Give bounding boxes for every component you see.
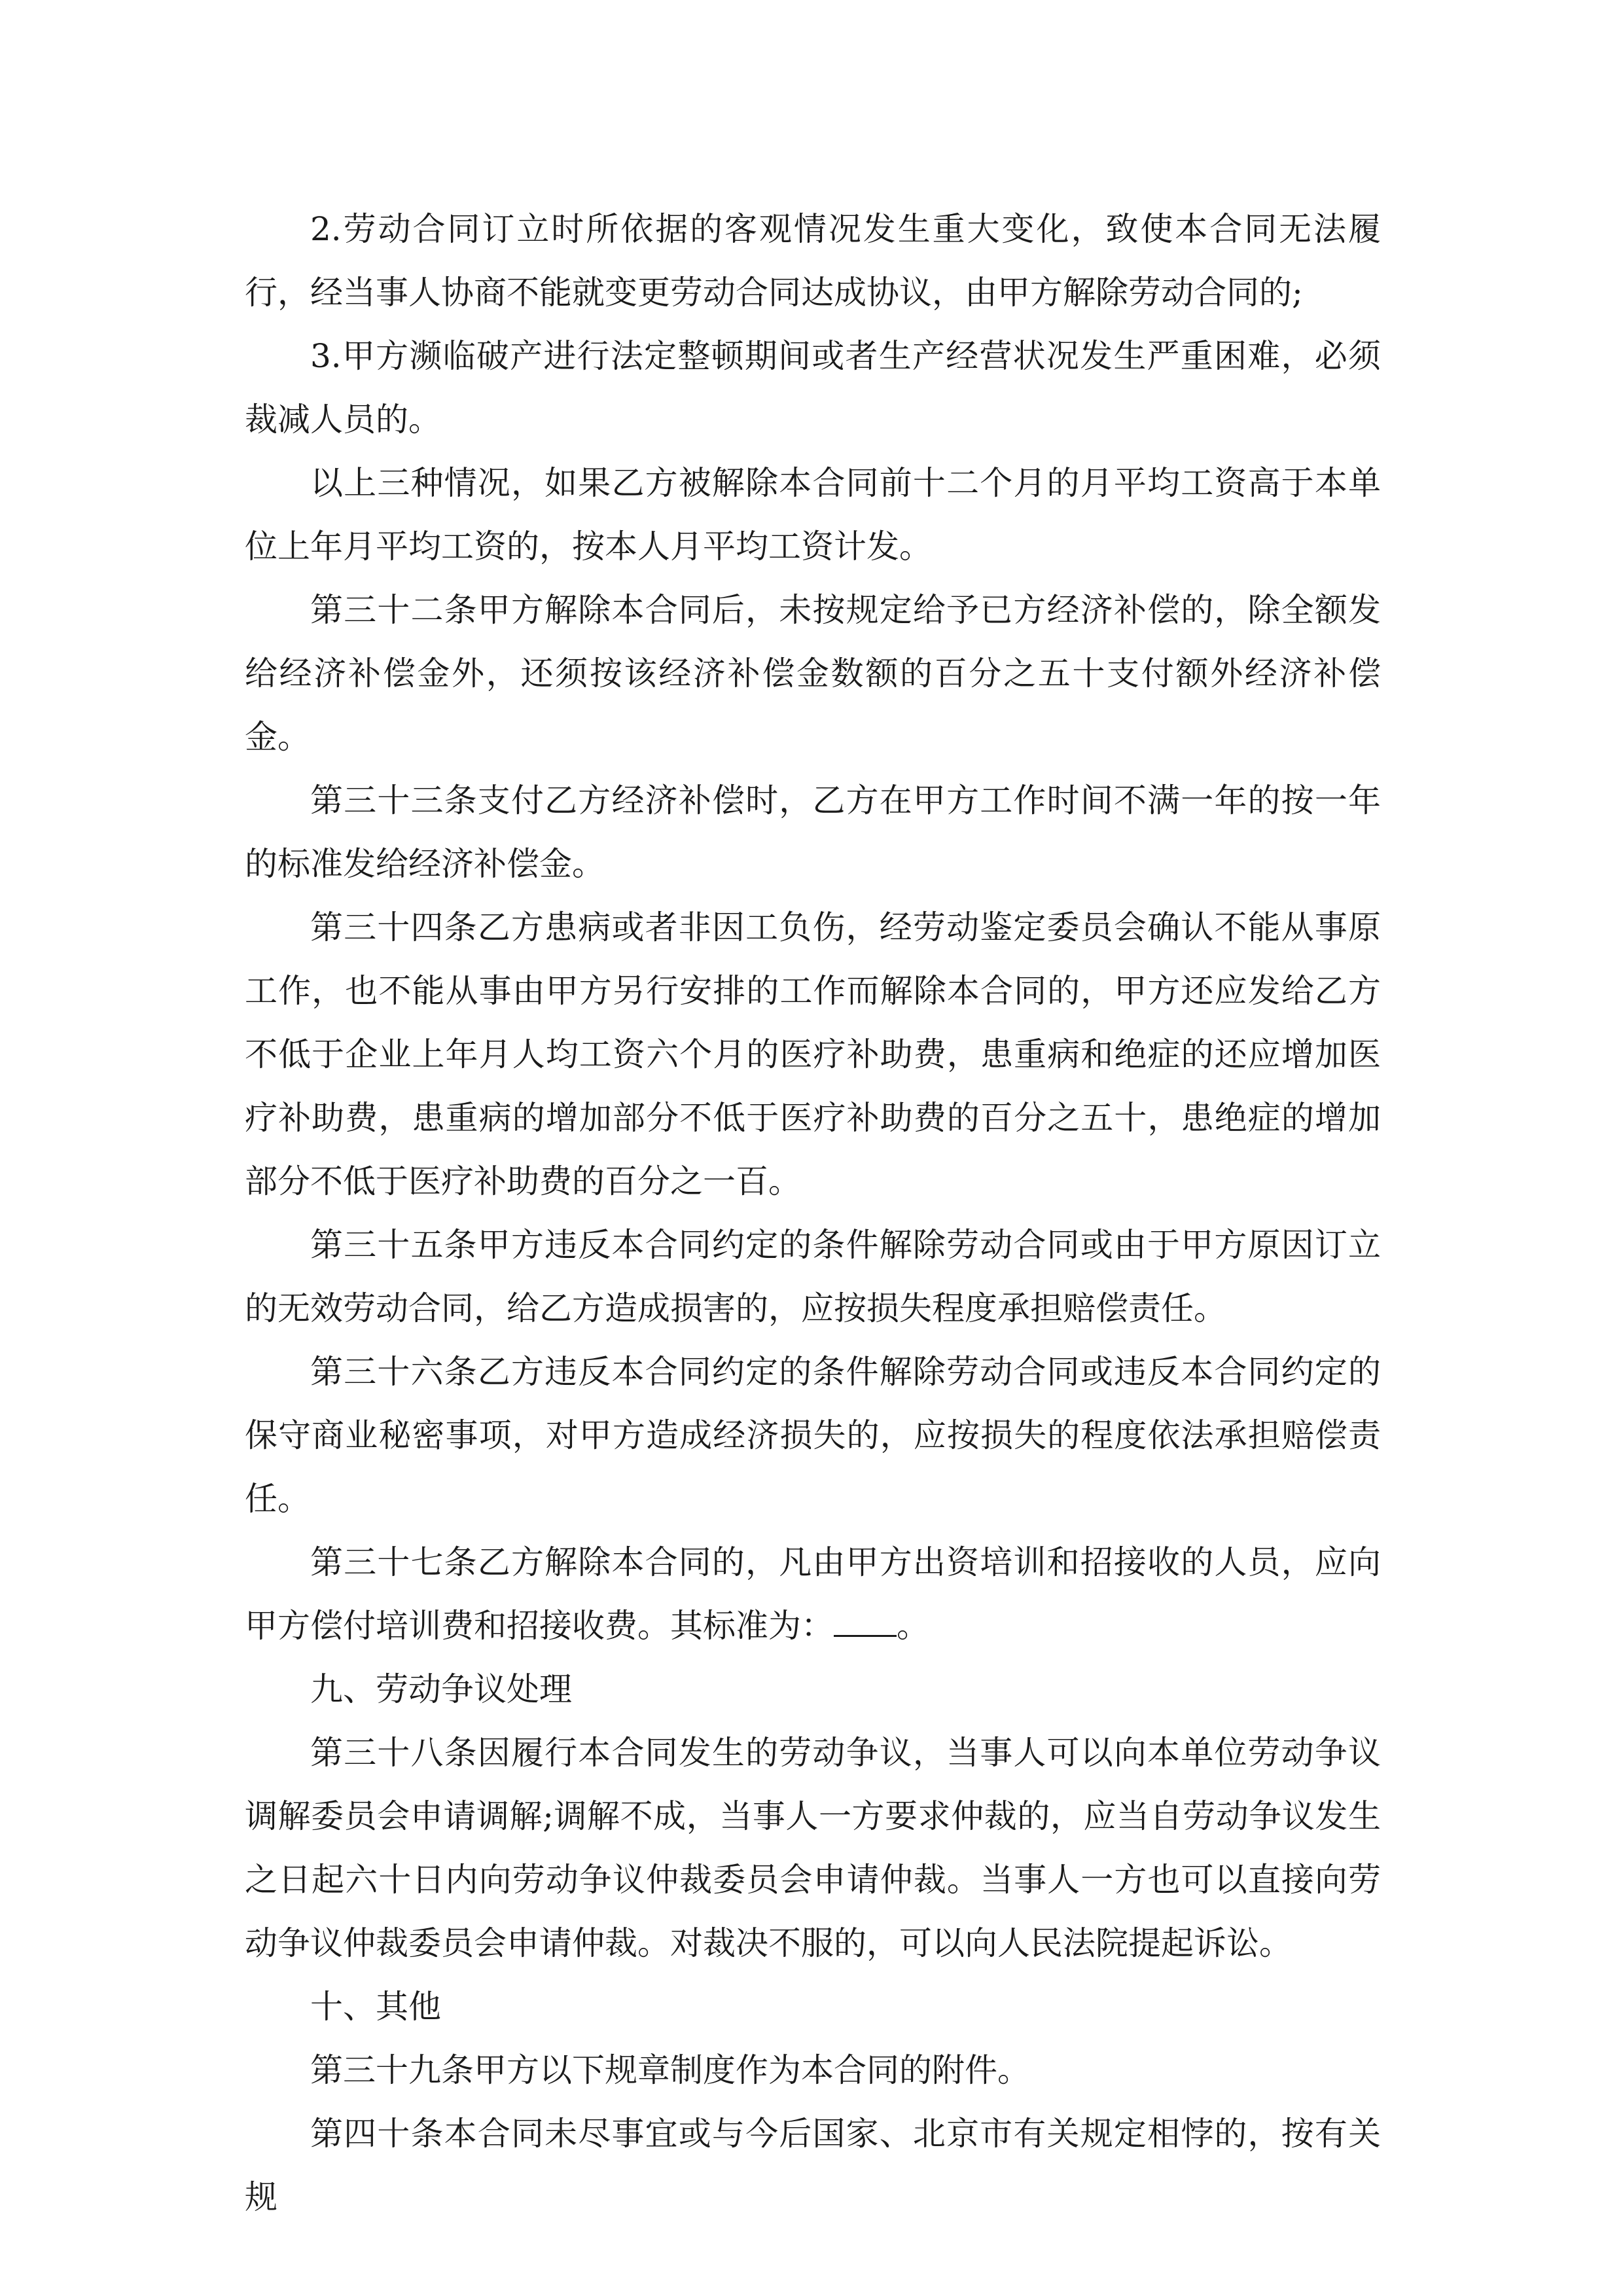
- paragraph-article-35: 第三十五条甲方违反本合同约定的条件解除劳动合同或由于甲方原因订立的无效劳动合同，给乙方造成损害的，应按损失程度承担赔偿责任。: [245, 1226, 1381, 1327]
- paragraph-item-2: 2.劳动合同订立时所依据的客观情况发生重大变化，致使本合同无法履行，经当事人协商不能就变更劳动合同达成协议，由甲方解除劳动合同的;: [245, 210, 1381, 312]
- paragraph-article-36: 第三十六条乙方违反本合同约定的条件解除劳动合同或违反本合同约定的保守商业秘密事项，对甲方造成经济损失的，应按损失的程度依法承担赔偿责任。: [245, 1353, 1381, 1518]
- paragraph-article-37: [245, 1531, 1381, 1658]
- paragraph-article-40: 第四十条本合同未尽事宜或与今后国家、北京市有关规定相悖的，按有关规: [245, 2115, 1381, 2216]
- article-37-suffix: 。: [897, 1607, 929, 1645]
- document-body: [245, 198, 1381, 2229]
- paragraph-article-39: 第三十九条甲方以下规章制度作为本合同的附件。: [310, 2051, 1030, 2089]
- paragraph-three-situations: 以上三种情况，如果乙方被解除本合同前十二个月的月平均工资高于本单位上年月平均工资的，按本人月平均工资计发。: [245, 464, 1381, 565]
- article-37-text: 第三十七条乙方解除本合同的，凡由甲方出资培训和招接收的人员，应向甲方偿付培训费和招接收费。其标准为：: [245, 1543, 1381, 1645]
- paragraph-article-33: 第三十三条支付乙方经济补偿时，乙方在甲方工作时间不满一年的按一年的标准发给经济补偿金。: [245, 781, 1381, 883]
- section-heading-dispute: 九、劳动争议处理: [310, 1670, 572, 1708]
- paragraph-article-34: 第三十四条乙方患病或者非因工负伤，经劳动鉴定委员会确认不能从事原工作，也不能从事由甲方另行安排的工作而解除本合同的，甲方还应发给乙方不低于企业上年月人均工资六个月的医疗补助费，患重病和绝症的还应增加医疗补助费，患重病的增加部分不低于医疗补助费的百分之五十，患绝症的增加部分不低于医疗补助费的百分之一百。: [245, 908, 1381, 1200]
- paragraph-article-38: 第三十八条因履行本合同发生的劳动争议，当事人可以向本单位劳动争议调解委员会申请调解;调解不成，当事人一方要求仲裁的，应当自劳动争议发生之日起六十日内向劳动争议仲裁委员会申请仲裁。当事人一方也可以直接向劳动争议仲裁委员会申请仲裁。对裁决不服的，可以向人民法院提起诉讼。: [245, 1734, 1381, 1962]
- fill-in-blank: [834, 1609, 897, 1637]
- paragraph-article-32: 第三十二条甲方解除本合同后，未按规定给予已方经济补偿的，除全额发给经济补偿金外，还须按该经济补偿金数额的百分之五十支付额外经济补偿金。: [245, 591, 1381, 756]
- paragraph-item-3: 3.甲方濒临破产进行法定整顿期间或者生产经营状况发生严重困难，必须裁减人员的。: [245, 337, 1381, 439]
- section-heading-other: 十、其他: [310, 1988, 441, 2026]
